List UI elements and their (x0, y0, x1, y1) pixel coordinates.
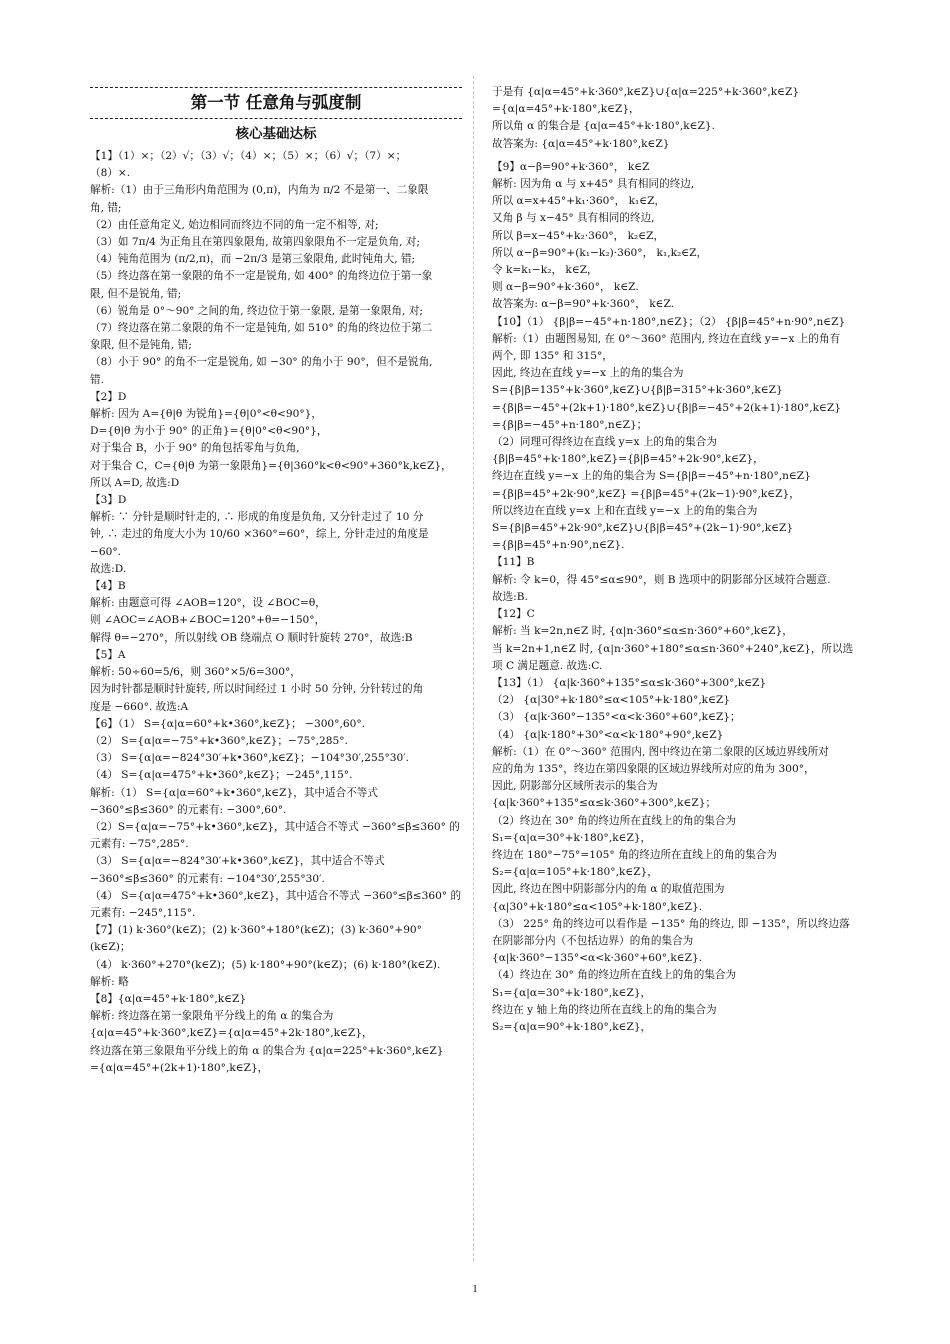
text-line: 元素有: −245°,115°. (90, 906, 196, 919)
text-line: 解析: 当 k=2n,n∈Z 时, {α|n·360°≤α≤n·360°+60°,k∈Z}， (492, 625, 793, 638)
text-line: 在阴影部分内（不包括边界）的角的集合为 (492, 934, 694, 947)
text-line: 【11】B (492, 556, 535, 569)
text-line: 当 k=2n+1,n∈Z 时, {α|n·360°+180°≤α≤n·360°+240°,k∈Z}，所以选 (492, 642, 854, 655)
text-line: 【9】α−β=90°+k·360°， k∈Z (492, 160, 650, 173)
text-line: 所以角 α 的集合是 {α|α=45°+k·180°,k∈Z}. (492, 120, 715, 133)
text-line: 终边在 y 轴上角的终边所在直线上的角的集合为 (492, 1003, 717, 1016)
text-line: ={β|β=45°+n·90°,n∈Z}. (492, 539, 625, 552)
text-line: （2） {α|30°+k·180°≤α<105°+k·180°,k∈Z} (492, 694, 731, 707)
text-line: 应的角为 135°，终边在第四象限的区域边界线所对应的角为 300°， (492, 762, 815, 775)
text-line: 【13】（1） {α|k·360°+135°≤α≤k·360°+300°,k∈Z} (492, 676, 767, 689)
text-line: 又角 β 与 x−45° 具有相同的终边, (492, 212, 655, 225)
text-line: {β|β=45°+k·180°,k∈Z}={β|β=45°+2k·90°,k∈Z}， (492, 453, 764, 466)
text-line: （3） S={α|α=−824°30′+k•360°,k∈Z}，其中适合不等式 (90, 855, 385, 868)
text-line: （3） {α|k·360°−135°<α<k·360°+60°,k∈Z}； (492, 711, 741, 724)
text-line: 于是有 {α|α=45°+k·360°,k∈Z}∪{α|α=225°+k·360°,k∈Z} (492, 86, 800, 98)
text-line: 两个, 即 135° 和 315°， (492, 350, 613, 363)
text-line: ={β|β=−45°+(2k+1)·180°,k∈Z}∪{β|β=−45°+2(k+1)·180°,k∈Z} (492, 401, 841, 414)
text-line: （2）终边在 30° 角的终边所在直线上的角的集合为 (492, 814, 737, 827)
text-line: （8）小于 90° 的角不一定是锐角, 如 −30° 的角小于 90°，但不是锐角, (90, 356, 433, 369)
text-line: （4） S={α|α=475°+k•360°,k∈Z}，其中适合不等式 −360°≤β≤360° 的 (90, 889, 462, 902)
text-line: （6）锐角是 0°～90° 之间的角, 终边位于第一象限, 是第一象限角, 对; (90, 304, 423, 317)
text-line: （3） 225° 角的终边可以看作是 −135° 角的终边, 即 −135°，所以终边落 (492, 917, 850, 930)
column-divider (473, 76, 474, 1261)
text-line: ={α|α=45°+k·180°,k∈Z}， (492, 103, 640, 116)
text-line: 【2】D (90, 390, 127, 403)
text-line: （2）由任意角定义, 始边相同而终边不同的角一定不相等, 对; (90, 218, 379, 231)
left-column (90, 84, 462, 1077)
text-line: −360°≤β≤360° 的元素有: −300°,60°. (90, 803, 287, 816)
text-line: （2）S={α|α=−75°+k•360°,k∈Z}，其中适合不等式 −360°≤β≤360° 的 (90, 820, 460, 833)
text-line: 度是 −660°. 故选:A (90, 700, 189, 713)
text-line: S₁={α|α=30°+k·180°,k∈Z}， (492, 986, 652, 999)
text-line: S₁={α|α=30°+k·180°,k∈Z}， (492, 831, 652, 844)
subtitle: 核心基础达标 (235, 126, 317, 142)
text-line: 则 α−β=90°+k·360°， k∈Z. (492, 281, 639, 294)
text-line: 角, 错; (90, 201, 122, 214)
text-line: 所以 α−β=90°+(k₁−k₂)·360°， k₁,k₂∈Z， (492, 246, 708, 259)
text-line: （4）终边在 30° 角的终边所在直线上的角的集合为 (492, 969, 737, 982)
page-number: 1 (472, 1283, 478, 1295)
text-line: 令 k=k₁−k₂， k∈Z， (492, 264, 598, 277)
right-body (492, 84, 864, 1036)
bottom-dashed-rule (90, 118, 462, 119)
text-line: 【3】D (90, 494, 127, 507)
text-line: （4）钝角范围为 (π/2,π)，而 −2π/3 是第三象限角, 此时钝角大, 错; (90, 253, 416, 266)
text-line: 所以 β=x−45°+k₂·360°， k₂∈Z， (492, 229, 665, 242)
left-body (90, 148, 462, 1077)
text-line: 解析:（1）在 0°～360° 范围内, 图中终边在第二象限的区域边界线所对 (492, 745, 829, 758)
text-line: （4） {α|k·180°+30°<α<k·180°+90°,k∈Z} (492, 728, 724, 741)
text-line: D={θ|θ 为小于 90° 的正角}={θ|0°<θ<90°}， (90, 425, 328, 438)
text-line: 解析:（1） S={α|α=60°+k•360°,k∈Z}，其中适合不等式 (90, 786, 378, 799)
text-line: 【8】{α|α=45°+k·180°,k∈Z} (90, 992, 247, 1005)
section-title: 第一节 任意角与弧度制 (190, 93, 362, 112)
text-line: 钟, ∴ 走过的角度大小为 10/60 ×360°=60°，综上, 分针走过的角度是 −60°. (90, 528, 432, 558)
text-line: 【12】C (492, 608, 535, 621)
text-line: （8）×. (90, 167, 131, 180)
text-line: ={α|α=45°+(2k+1)·180°,k∈Z}， (90, 1061, 269, 1074)
text-line: 故选:B. (492, 590, 528, 603)
text-line: 解析: 50÷60=5/6，则 360°×5/6=300°， (90, 666, 301, 679)
text-line: 因此, 终边在图中阴影部分内的角 α 的取值范围为 (492, 883, 725, 896)
text-line: （7）终边落在第二象限的角不一定是钝角, 如 510° 的角的终边位于第二 (90, 322, 433, 335)
text-line: 【7】(1) k·360°(k∈Z)；(2) k·360°+180°(k∈Z)；(3) k·360°+90°(k∈Z)； (90, 924, 422, 954)
text-line: 终边落在第三象限角平分线上的角 α 的集合为 {α|α=225°+k·360°,k∈Z} (90, 1044, 444, 1057)
text-line: 因此, 终边在直线 y=−x 上的角的集合为 (492, 367, 684, 380)
text-line: 解析:（1）由题图易知, 在 0°～360° 范围内, 终边在直线 y=−x 上的角有 (492, 332, 841, 345)
text-line: 【5】A (90, 648, 126, 661)
text-line: 解析: 因为角 α 与 x+45° 具有相同的终边, (492, 178, 695, 191)
text-line: {α|k·360°+135°≤α≤k·360°+300°,k∈Z}； (492, 797, 717, 810)
text-line: 错. (90, 373, 104, 386)
text-line: 【6】（1） S={α|α=60°+k•360°,k∈Z}； −300°,60°. (90, 717, 365, 730)
text-line: 元素有: −75°,285°. (90, 838, 189, 851)
text-line: 解析: 略 (90, 975, 129, 988)
text-line: （5）终边落在第一象限的角不一定是锐角, 如 400° 的角终边位于第一象 (90, 270, 433, 283)
text-line: 解析:（1）由于三角形内角范围为 (0,π)，内角为 π/2 不是第一、二象限 (90, 184, 429, 197)
text-line: ={β|β=−45°+n·180°,n∈Z}； (492, 418, 648, 431)
text-line: 终边在 180°−75°=105° 角的终边所在直线上的角的集合为 (492, 848, 777, 861)
text-line: S₂={α|α=90°+k·180°,k∈Z}， (492, 1020, 652, 1033)
text-line: 解析: 由题意可得 ∠AOB=120°，设 ∠BOC=θ， (90, 597, 326, 610)
text-line: 因此, 阴影部分区域所表示的集合为 (492, 780, 658, 793)
text-line: −360°≤β≤360° 的元素有: −104°30′,255°30′. (90, 872, 325, 885)
text-line: 对于集合 B，小于 90° 的角包括零角与负角, (90, 442, 300, 455)
text-line: 限, 但不是锐角, 错; (90, 287, 182, 300)
text-line: 【4】B (90, 580, 126, 593)
text-line: 对于集合 C，C={θ|θ 为第一象限角}={θ|360°k<θ<90°+360°k,k∈Z}， (90, 459, 452, 472)
text-line: 故选:D. (90, 562, 127, 575)
text-line: 【1】（1）×；（2）√；（3）√；（4）×；（5）×；（6）√；（7）×； (90, 150, 407, 162)
text-line: 故答案为: {α|α=45°+k·180°,k∈Z} (492, 137, 670, 150)
text-line: （3）如 7π/4 为正角且在第四象限角, 故第四象限角不一定是负角, 对; (90, 236, 420, 249)
text-line: 因为时针都是顺时针旋转, 所以时间经过 1 小时 50 分钟, 分针转过的角 (90, 683, 424, 696)
text-line: 所以 A=D, 故选:D (90, 476, 180, 489)
text-line: 【10】（1） {β|β=−45°+n·180°,n∈Z}；（2） {β|β=45°+n·90°,n∈Z} (492, 315, 846, 328)
text-line: 终边在直线 y=−x 上的角的集合为 S={β|β=−45°+n·180°,n∈Z} (492, 470, 811, 483)
text-line: 解析: 终边落在第一象限角平分线上的角 α 的集合为 (90, 1010, 334, 1023)
text-line: ={β|β=45°+2k·90°,k∈Z} ={β|β=45°+(2k−1)·90°,k∈Z}， (492, 487, 800, 500)
text-line: {α|α=45°+k·360°,k∈Z}={α|α=45°+2k·180°,k∈Z}， (90, 1027, 373, 1040)
right-column (492, 84, 864, 1036)
text-line: {α|k·360°−135°<α<k·360°+60°,k∈Z}. (492, 952, 703, 965)
text-line: 象限, 但不是钝角, 错; (90, 339, 192, 352)
text-line: 则 ∠AOC=∠AOB+∠BOC=120°+θ=−150°， (90, 614, 326, 627)
text-line: S={β|β=45°+2k·90°,k∈Z}∪{β|β=45°+(2k−1)·90°,k∈Z} (492, 522, 794, 535)
text-line: {α|30°+k·180°≤α<105°+k·180°,k∈Z}. (492, 900, 703, 913)
text-line: 项 C 满足题意. 故选:C. (492, 659, 603, 672)
text-line: （3） S={α|α=−824°30′+k•360°,k∈Z}；−104°30′,255°30′. (90, 752, 410, 765)
text-line: 故答案为: α−β=90°+k·360°， k∈Z. (492, 298, 675, 311)
text-line: S={β|β=135°+k·360°,k∈Z}∪{β|β=315°+k·360°,k∈Z} (492, 384, 783, 397)
text-line: S₂={α|α=105°+k·180°,k∈Z}， (492, 866, 658, 879)
text-line: （4） k·360°+270°(k∈Z)；(5) k·180°+90°(k∈Z)；(6) k·180°(k∈Z). (90, 958, 441, 971)
text-line: 解得 θ=−270°，所以射线 OB 绕端点 O 顺时针旋转 270°，故选:B (90, 631, 413, 644)
text-line: （2） S={α|α=−75°+k•360°,k∈Z}；−75°,285°. (90, 734, 348, 747)
text-line: 所以 α=x+45°+k₁·360°， k₁∈Z， (492, 195, 666, 208)
text-line: 解析: 因为 A={θ|θ 为锐角}={θ|0°<θ<90°}， (90, 408, 323, 421)
top-dashed-rule (90, 87, 462, 88)
text-line: 解析: ∵ 分针是顺时针走的, ∴ 形成的角度是负角, 又分针走过了 10 分 (90, 511, 424, 524)
text-line: 所以终边在直线 y=x 上和在直线 y=−x 上的角的集合为 (492, 504, 758, 517)
text-line: （4） S={α|α=475°+k•360°,k∈Z}；−245°,115°. (90, 769, 353, 782)
text-line: 解析: 令 k=0，得 45°≤α≤90°，则 B 选项中的阴影部分区域符合题意. (492, 573, 831, 586)
text-line: （2）同理可得终边在直线 y=x 上的角的集合为 (492, 436, 717, 449)
